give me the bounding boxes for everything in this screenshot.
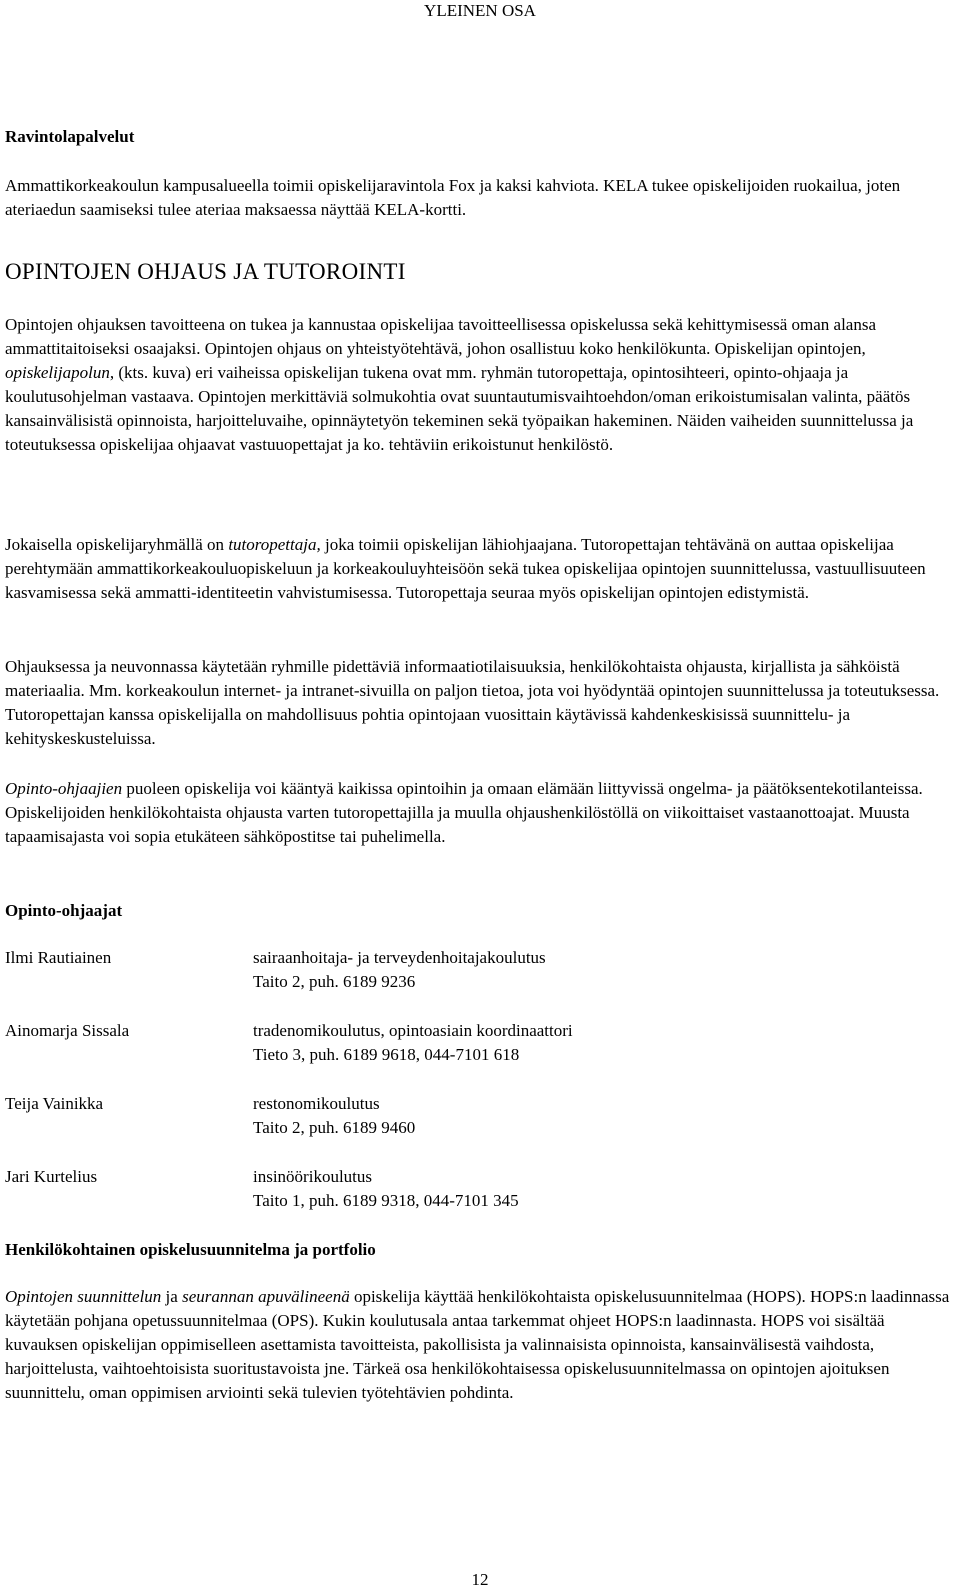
advisor-contact: Taito 1, puh. 6189 9318, 044-7101 345 <box>253 1191 519 1210</box>
p1-emphasis: opiskelijapolun <box>5 363 110 382</box>
p2-emphasis: tutoropettaja, <box>228 535 321 554</box>
advisor-name: Ainomarja Sissala <box>5 1021 130 1040</box>
advisor-info <box>253 1165 519 1213</box>
ohjaus-paragraph-1 <box>5 313 955 457</box>
advisor-contact: Taito 2, puh. 6189 9236 <box>253 972 416 991</box>
hops-paragraph <box>5 1285 955 1405</box>
p4-text: puoleen opiskelija voi kääntyä kaikissa opintoihin ja omaan elämään liittyvissä ongelma- ja päätöksentekotilanteissa. Opiskelijoiden henkilökohtaista ohjausta varten tutoropettajilla ja muulla ohjaushenkilöstöllä on viikoittaiset vastaanottoajat. Muusta tapaamisajasta voi sopia etukäteen sähköpostitse tai puhelimella. <box>5 779 923 846</box>
hops-emphasis-1: Opintojen suunnittelun <box>5 1287 162 1306</box>
p1-text-a: Opintojen ohjauksen tavoitteena on tukea ja kannustaa opiskelijaa tavoitteellisessa opiskelussa sekä kehittymisessä oman alansa ammattitaitoiseksi osaajaksi. Opintojen ohjaus on yhteistyötehtävä, johon osallistuu koko henkilökunta. Opiskelijan opintojen, <box>5 315 877 358</box>
advisor-name: Teija Vainikka <box>5 1094 104 1113</box>
ohjaus-paragraph-3: Ohjauksessa ja neuvonnassa käytetään ryhmille pidettäviä informaatiotilaisuuksia, henkilökohtaista ohjausta, kirjallista ja sähköistä materiaalia. Mm. korkeakoulun internet- ja intranet-sivuilla on paljon tietoa, jota voi hyödyntää opintojen suunnittelussa ja toteutuksessa. Tutoropettajan kanssa opiskelijalla on mahdollisuus pohtia opintojaan vuosittain käytävissä kahdenkeskisissä suunnittelu- ja kehityskeskusteluissa. <box>5 657 940 748</box>
advisor-field: insinöörikoulutus <box>253 1167 373 1186</box>
ohjaus-paragraph-4 <box>5 777 955 849</box>
advisor-field: tradenomikoulutus, opintoasiain koordinaattori <box>253 1021 573 1040</box>
page-header: YLEINEN OSA <box>424 1 536 20</box>
p1-text-b: , (kts. kuva) eri vaiheissa opiskelijan tukena ovat mm. ryhmän tutoropettaja, opintosihteeri, opinto-ohjaaja ja koulutusohjelman vastaava. Opintojen merkittäviä solmukohtia ovat suuntautumisvaihtoehdon/oman erikoistumisalan valinta, päätös kansainvälisistä opinnoista, harjoitteluvaihe, opinnäytetyön tekeminen sekä työpaikan hakeminen. Näiden vaiheiden suunnittelussa ja toteutuksessa opiskelijaa ohjaavat vastuuopettajat ja ko. tehtäviin erikoistunut henkilöstö. <box>5 363 914 454</box>
advisor-name: Ilmi Rautiainen <box>5 948 112 967</box>
hops-heading: Henkilökohtainen opiskelusuunnitelma ja portfolio <box>5 1240 376 1259</box>
hops-emphasis-2: seurannan apuvälineenä <box>182 1287 350 1306</box>
advisors-heading: Opinto-ohjaajat <box>5 901 123 920</box>
advisor-info <box>253 1019 573 1067</box>
page-number: 12 <box>471 1570 489 1589</box>
ravintola-heading: Ravintolapalvelut <box>5 127 135 146</box>
hops-text-1: ja <box>161 1287 183 1306</box>
ravintola-paragraph: Ammattikorkeakoulun kampusalueella toimii opiskelijaravintola Fox ja kaksi kahviota. KELA tukee opiskelijoiden ruokailua, joten ateriaedun saamiseksi tulee ateriaa maksaessa näyttää KELA-kortti. <box>5 176 901 219</box>
p4-emphasis: Opinto-ohjaajien <box>5 779 123 798</box>
advisor-info <box>253 946 546 994</box>
section-title: OPINTOJEN OHJAUS JA TUTOROINTI <box>5 259 406 284</box>
advisor-contact: Taito 2, puh. 6189 9460 <box>253 1118 416 1137</box>
advisor-info <box>253 1092 415 1140</box>
advisor-contact: Tieto 3, puh. 6189 9618, 044-7101 618 <box>253 1045 520 1064</box>
p2-text-b: joka toimii opiskelijan lähiohjaajana. Tutoropettajan tehtävänä on auttaa opiskelijaa perehtymään ammattikorkeakouluopiskeluun ja korkeakouluyhteisöön sekä tukea opiskelijaa opintojen suunnittelussa, vastuullisuuteen kasvamisessa sekä ammatti-identiteetin vahvistumisessa. Tutoropettaja seuraa myös opiskelijan opintojen edistymistä. <box>5 535 926 602</box>
advisor-field: restonomikoulutus <box>253 1094 380 1113</box>
p2-text-a: Jokaisella opiskelijaryhmällä on <box>5 535 229 554</box>
hops-text-2: opiskelija käyttää henkilökohtaista opiskelusuunnitelmaa (HOPS). HOPS:n laadinnassa käytetään pohjana opetussuunnitelmaa (OPS). Kukin koulutusala antaa tarkemmat ohjeet HOPS:n laadinnasta. HOPS voi sisältää kuvauksen opiskelijan oppimiselleen asettamista tavoitteista, pakollisista ja valinnaisista opinnoista, kansainvälisestä vaihdosta, harjoittelusta, vaihtoehtoisista suoritustavoista jne. Tärkeä osa henkilökohtaisessa opiskelusuunnitelmassa on opintojen ajoituksen suunnittelu, oman oppimisen arviointi sekä tulevien työtehtävien pohdinta. <box>5 1287 950 1402</box>
advisor-name: Jari Kurtelius <box>5 1167 98 1186</box>
ohjaus-paragraph-2 <box>5 533 955 605</box>
advisor-field: sairaanhoitaja- ja terveydenhoitajakoulutus <box>253 948 546 967</box>
